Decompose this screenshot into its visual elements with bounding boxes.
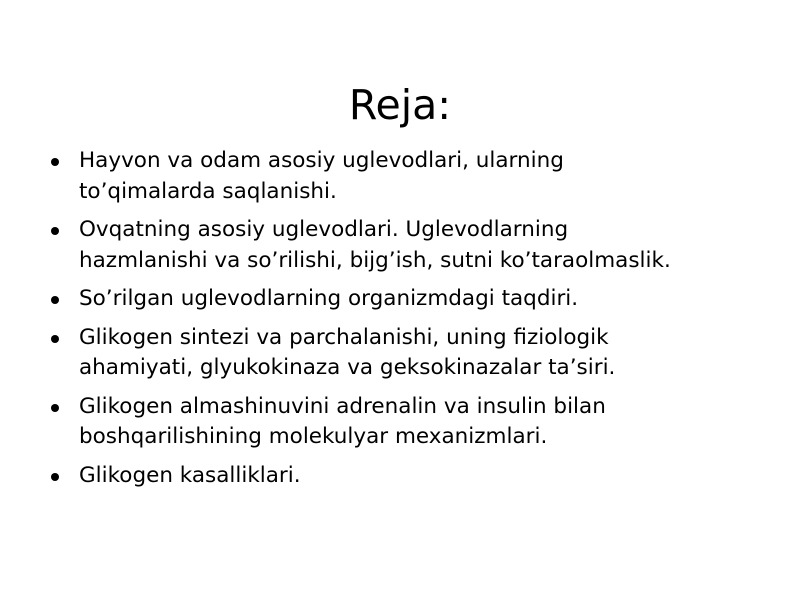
bullet-dot-icon [51, 296, 59, 304]
bullet-dot-icon [51, 335, 59, 343]
bullet-item [46, 461, 766, 492]
bullet-dot-icon [51, 473, 59, 481]
bullet-dot-icon [51, 158, 59, 166]
bullet-text: So’rilgan uglevodlarning organizmdagi taqdiri. [79, 286, 579, 311]
bullet-dot-icon [51, 227, 59, 235]
bullet-text: Glikogen sintezi va parchalanishi, uning fiziologik ahamiyati, glyukokinaza va geksokinazalar ta’siri. [79, 324, 616, 380]
bullet-list [46, 146, 766, 491]
bullet-item [46, 323, 766, 384]
bullet-item [46, 284, 766, 315]
bullet-text: Glikogen kasalliklari. [79, 462, 301, 488]
bullet-item [46, 392, 766, 453]
bullet-text: Ovqatning asosiy uglevodlari. Uglevodlarning hazmlanishi va so’rilishi, bijg’ish, sutni ko’taraolmaslik. [79, 217, 671, 273]
bullet-text: Glikogen almashinuvini adrenalin va insulin bilan boshqarilishining molekulyar mexanizmlari. [79, 393, 606, 449]
bullet-item [46, 146, 766, 207]
bullet-text: Hayvon va odam asosiy uglevodlari, ularning to’qimalarda saqlanishi. [79, 148, 564, 204]
bullet-dot-icon [51, 404, 59, 412]
bullet-item [46, 215, 766, 276]
slide-title: Reja: [348, 81, 452, 130]
